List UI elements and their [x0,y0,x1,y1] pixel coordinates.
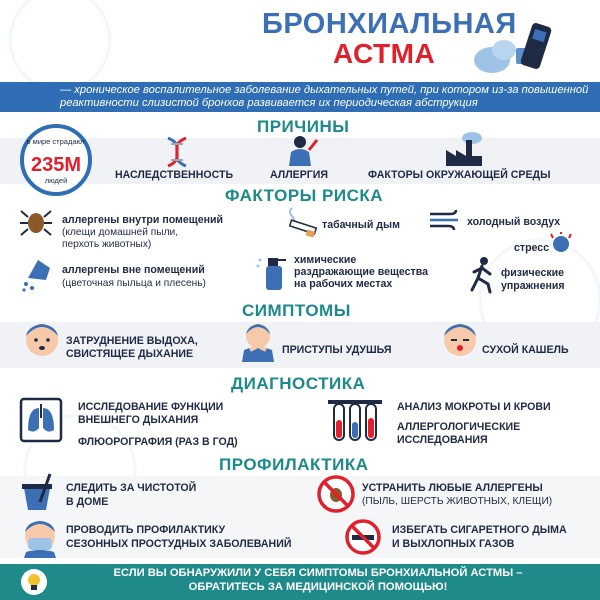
face-coughing-icon [440,318,480,360]
diag-right-1: АНАЛИЗ МОКРОТЫ И КРОВИ [397,401,551,413]
face-mask-icon [20,518,60,558]
risk-chemical-3: на рабочих местах [294,278,393,290]
test-tubes-icon [326,396,384,444]
face-choking-icon [238,320,278,362]
diag-left-2: ВНЕШНЕГО ДЫХАНИЯ [78,414,199,426]
prevention-2-line-1: УСТРАНИТЬ ЛЮБЫЕ АЛЛЕРГЕНЫ [362,482,543,494]
symptom-3: СУХОЙ КАШЕЛЬ [482,344,569,356]
lightbulb-icon [20,568,48,596]
risk-chemical-2: раздражающие вещества [294,266,429,278]
prevention-2-line-2: (ПЫЛЬ, ШЕРСТЬ ЖИВОТНЫХ, КЛЕЩИ) [362,496,553,507]
no-allergens-icon [316,474,356,514]
inhaler-icon [472,18,562,80]
cause-heredity: НАСЛЕДСТВЕННОСТЬ [115,169,234,181]
section-title-diagnostics: ДИАГНОСТИКА [231,374,366,393]
footer-line-1: ЕСЛИ ВЫ ОБНАРУЖИЛИ У СЕБЯ СИМПТОМЫ БРОНХИАЛЬНОЙ АСТМЫ – [113,567,523,579]
pollen-flower-icon [20,256,54,292]
risk-smoke: табачный дым [322,219,400,231]
risk-outdoor-label: аллергены вне помещений [62,264,205,276]
risk-chemical-1: химические [294,254,357,266]
prevention-3-line-1: ПРОВОДИТЬ ПРОФИЛАКТИКУ [66,524,226,536]
section-title-prevention: ПРОФИЛАКТИКА [219,455,369,474]
risk-physical-1: физические [501,267,565,279]
section-title-risk: ФАКТОРЫ РИСКА [225,186,384,205]
diag-left-1: ИССЛЕДОВАНИЕ ФУНКЦИИ [78,401,224,413]
factory-icon [444,132,484,166]
symptom-1-line-1: ЗАТРУДНЕНИЕ ВЫДОХА, [66,335,198,347]
prevention-3-line-2: СЕЗОННЫХ ПРОСТУДНЫХ ЗАБОЛЕВАНИЙ [66,538,292,550]
wind-icon [428,208,462,232]
diag-right-3: ИССЛЕДОВАНИЯ [397,434,488,446]
risk-stress: стресс [514,242,550,254]
dna-icon [162,136,192,168]
stat-badge-value: 235М [30,154,82,176]
stat-badge-bottom: людей [44,176,68,185]
prevention-1-line-2: В ДОМЕ [66,496,109,508]
cleaning-bucket-icon [20,472,58,512]
running-person-icon [468,256,496,294]
footer-line-2: ОБРАТИТЕСЬ ЗА МЕДИЦИНСКОЙ ПОМОЩЬЮ! [188,581,448,593]
prevention-4-line-2: И ВЫХЛОПНЫХ ГАЗОВ [392,538,515,550]
section-title-symptoms: СИМПТОМЫ [242,301,351,320]
section-title-causes: ПРИЧИНЫ [257,117,350,136]
lungs-xray-icon [20,398,62,442]
face-wheezing-icon [22,318,62,360]
stat-badge-top: в мире страдают [26,137,86,146]
prevention-4-line-1: ИЗБЕГАТЬ СИГАРЕТНОГО ДЫМА [392,524,567,536]
symptom-2: ПРИСТУПЫ УДУШЬЯ [282,344,392,356]
risk-indoor-label: аллергены внутри помещений [62,214,224,226]
definition-text: — хроническое воспалительное заболевание дыхательных путей, при котором из-за повышенной реактивности слизистой бронхов развивается их периодическая абструкция [60,84,589,109]
risk-indoor-sub-1: (клещи домашней пыли, [62,227,179,238]
diag-left-3: ФЛЮОРОГРАФИЯ (РАЗ В ГОД) [78,436,238,448]
cause-allergy: АЛЛЕРГИЯ [270,169,329,181]
risk-cold: холодный воздух [467,216,561,228]
risk-outdoor-sub: (цветочная пыльца и плесень) [62,278,206,289]
cigarette-icon [286,206,318,234]
spray-bottle-icon [256,252,290,292]
risk-indoor-sub-2: перхоть животных) [62,239,152,250]
cause-environment: ФАКТОРЫ ОКРУЖАЮЩЕЙ СРЕДЫ [368,169,551,181]
diag-right-2: АЛЛЕРГОЛОГИЧЕСКИЕ [397,421,521,433]
symptom-1-line-2: СВИСТЯЩЕЕ ДЫХАНИЕ [66,348,194,360]
no-smoking-icon [344,518,382,556]
title-line-2: АСТМА [333,38,436,69]
allergy-person-icon [285,134,319,168]
title-line-1: БРОНХИАЛЬНАЯ [262,8,517,40]
dust-mite-icon [20,207,52,237]
stress-icon [549,232,573,256]
risk-physical-2: упражнения [501,280,565,292]
prevention-1-line-1: СЛЕДИТЬ ЗА ЧИСТОТОЙ [66,482,197,494]
